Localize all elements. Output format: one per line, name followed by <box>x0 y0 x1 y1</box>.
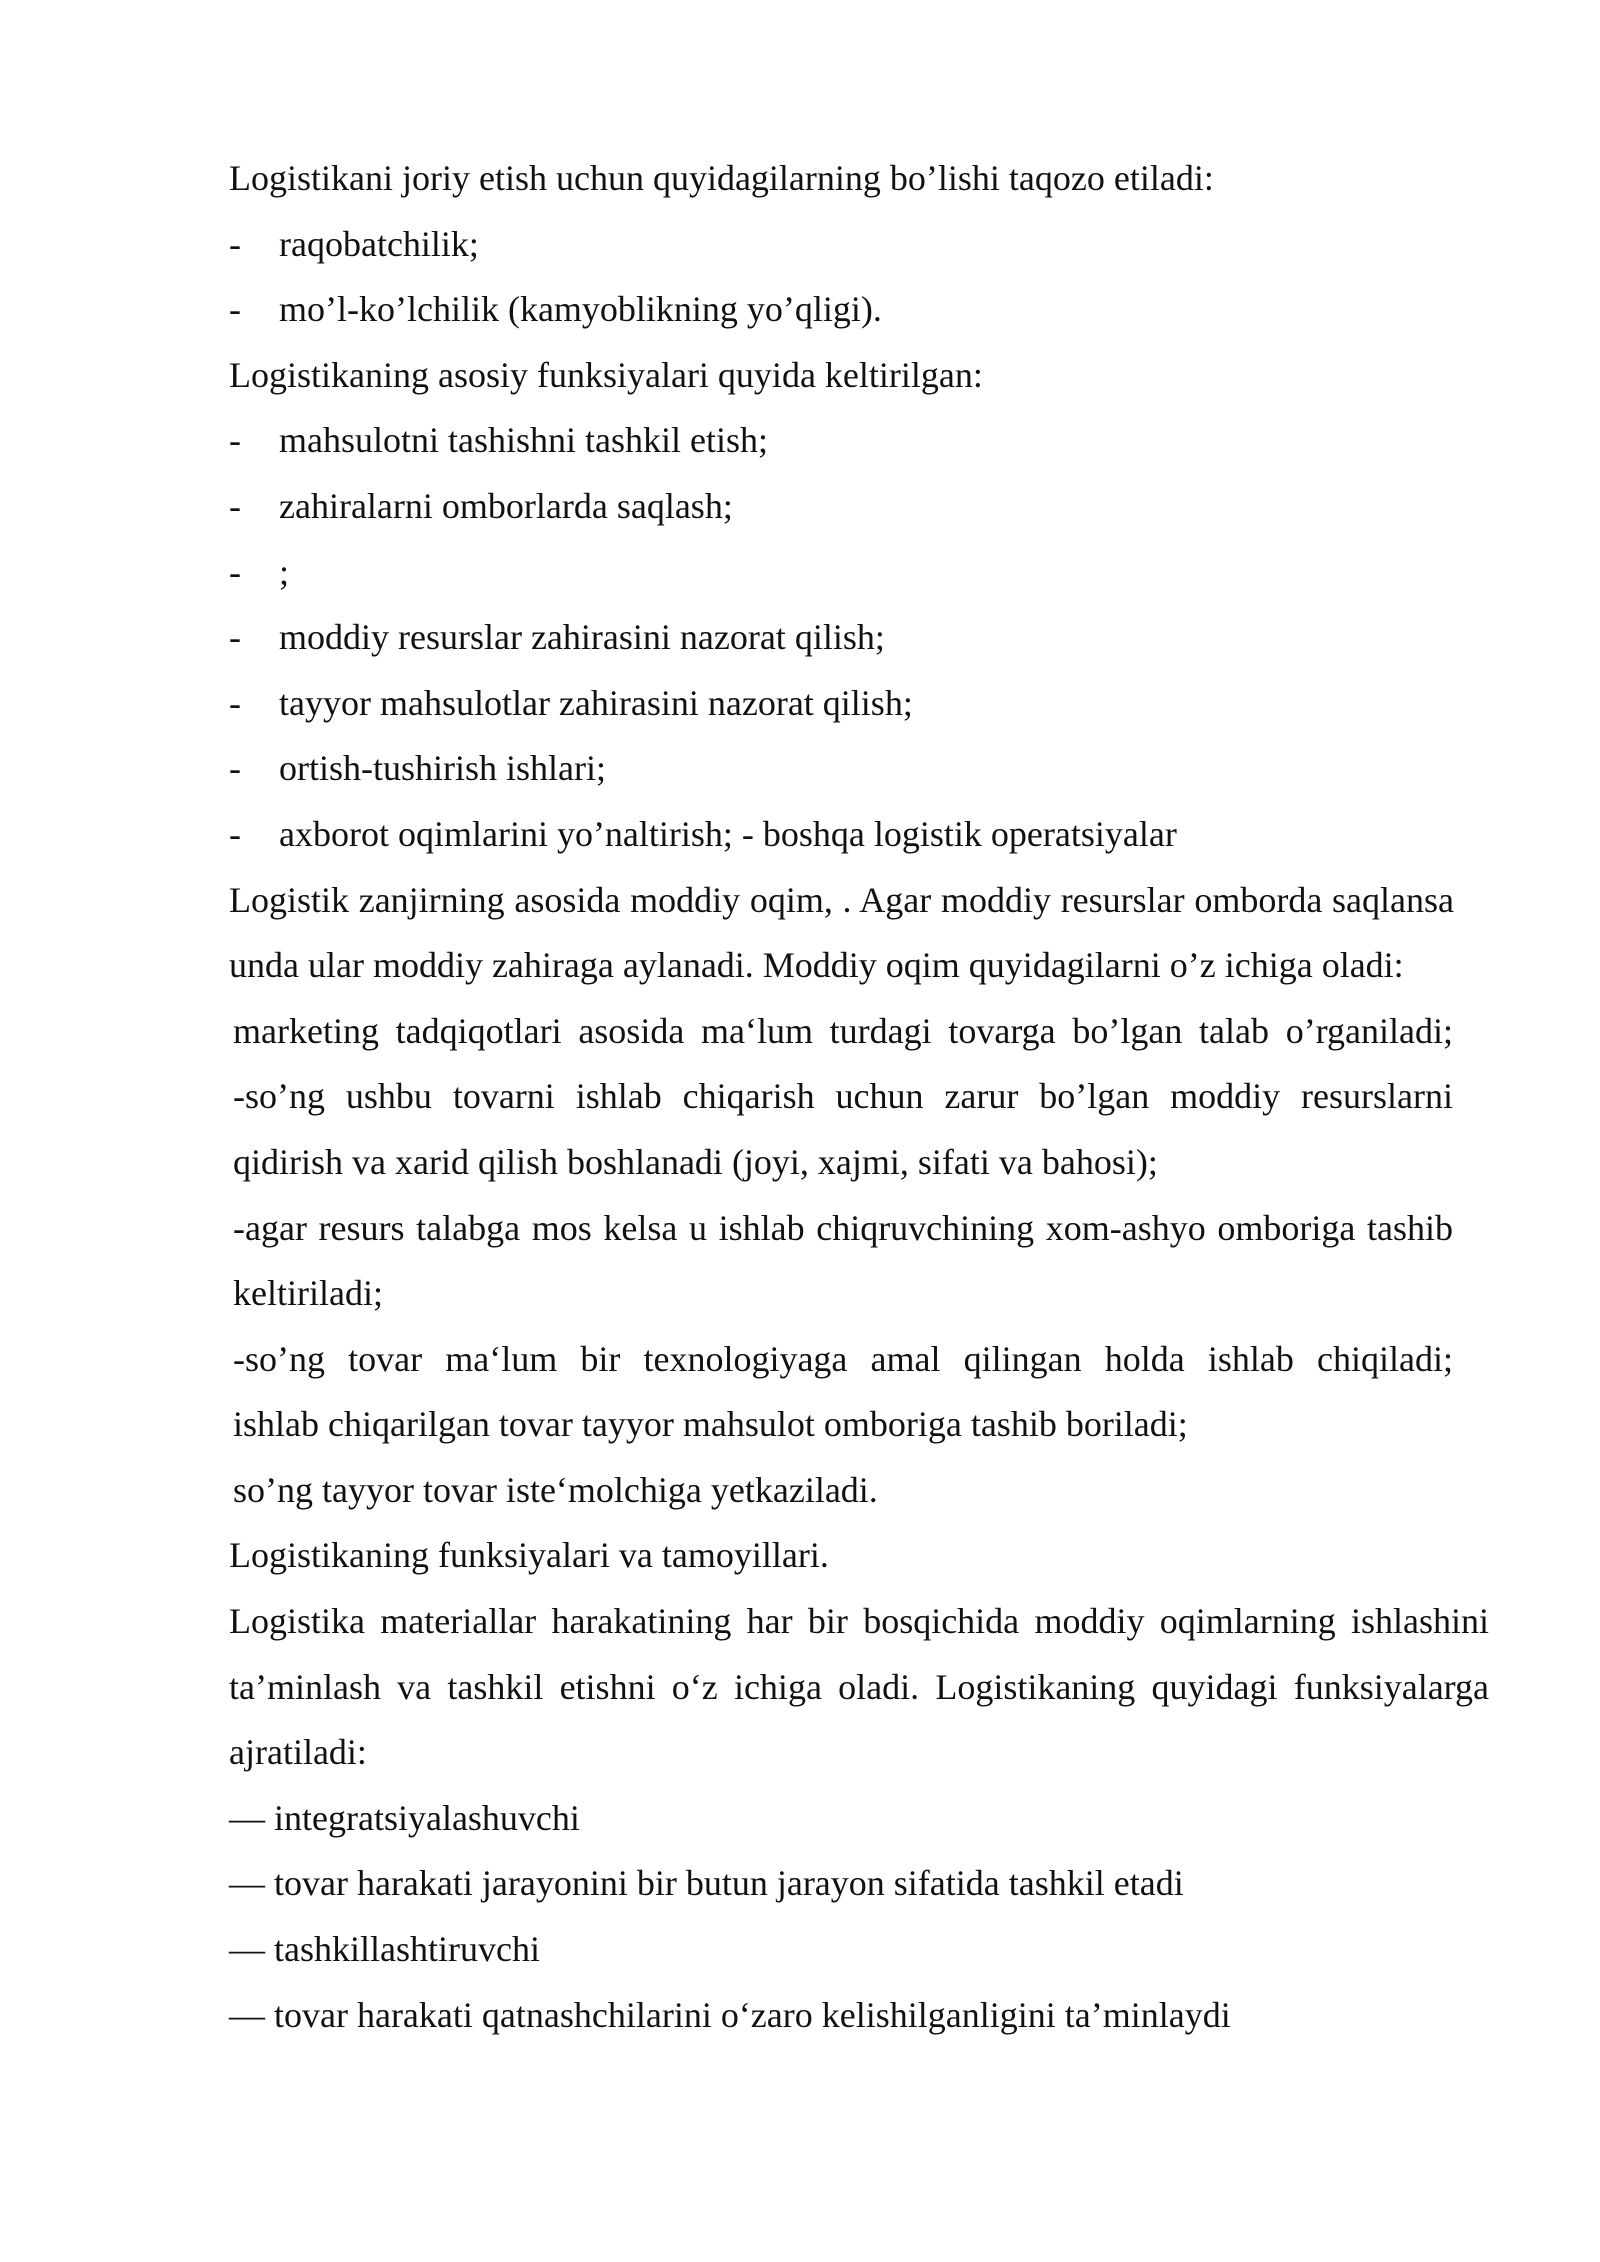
function-type-item: — tovar harakati qatnashchilarini o‘zaro kelishilganligini ta’minlaydi <box>229 1994 1231 2035</box>
list-item <box>229 540 1489 606</box>
list-dash: - <box>229 617 241 658</box>
list-dash: - <box>229 813 241 854</box>
list-item <box>229 671 1489 737</box>
functions-heading: Logistikaning asosiy funksiyalari quyida keltirilgan: <box>229 354 983 395</box>
flow-step: so’ng tayyor tovar iste‘molchiga yetkaziladi. <box>233 1469 878 1510</box>
list-item-text: ortish-tushirish ishlari; <box>279 748 606 789</box>
list-item-text: tayyor mahsulotlar zahirasini nazorat qilish; <box>279 682 913 723</box>
list-item-text: axborot oqimlarini yo’naltirish; - boshqa logistik operatsiyalar <box>279 813 1177 854</box>
list-dash: - <box>229 748 241 789</box>
list-item <box>229 212 1489 278</box>
intro-text: Logistikani joriy etish uchun quyidagilarning bo’lishi taqozo etiladi: <box>229 158 1214 198</box>
list-dash: - <box>229 485 241 526</box>
function-type-item: — integratsiyalashuvchi <box>229 1797 580 1838</box>
list-dash: - <box>229 682 241 723</box>
list-item <box>229 277 1489 343</box>
list-dash: - <box>229 551 241 592</box>
flow-step: -agar resurs talabga mos kelsa u ishlab chiqruvchining xom-ashyo omboriga tashib keltiriladi; <box>233 1207 1453 1314</box>
list-item <box>229 605 1489 671</box>
list-dash: - <box>229 289 241 330</box>
list-item <box>229 802 1489 868</box>
list-item <box>229 474 1489 540</box>
function-type-item: — tashkillashtiruvchi <box>229 1929 540 1970</box>
flow-step: -so’ng ushbu tovarni ishlab chiqarish uchun zarur bo’lgan moddiy resurslarni qidirish va xarid qilish boshlanadi (joyi, xajmi, sifati va bahosi); <box>233 1076 1453 1182</box>
list-item <box>229 408 1489 474</box>
flow-step: marketing tadqiqotlari asosida ma‘lum turdagi tovarga bo’lgan talab o’rganiladi; <box>233 1010 1453 1051</box>
section-title: Logistikaning funksiyalari va tamoyillari. <box>229 1535 829 1576</box>
list-dash: - <box>229 420 241 461</box>
list-item-text: ; <box>279 551 290 592</box>
flow-step: -so’ng tovar ma‘lum bir texnologiyaga amal qilingan holda ishlab chiqiladi; <box>233 1338 1453 1379</box>
list-dash: - <box>229 223 241 264</box>
list-item-text: moddiy resurslar zahirasini nazorat qilish; <box>279 617 885 658</box>
list-item-text: mo’l-ko’lchilik (kamyoblikning yo’qligi). <box>279 289 882 330</box>
flow-steps <box>229 999 1453 1524</box>
document-page <box>229 146 1489 2048</box>
list-item-text: raqobatchilik; <box>279 223 479 264</box>
chain-paragraph: Logistik zanjirning asosida moddiy oqim, . Agar moddiy resurslar omborda saqlansa unda ular moddiy zahiraga aylanadi. Moddiy oqim quyidagilarni o’z ichiga oladi: <box>229 879 1454 986</box>
list-item-text: zahiralarni omborlarda saqlash; <box>279 485 733 526</box>
list-item-text: mahsulotni tashishni tashkil etish; <box>279 420 768 461</box>
function-type-item: — tovar harakati jarayonini bir butun jarayon sifatida tashkil etadi <box>229 1863 1184 1904</box>
list-item <box>229 736 1489 802</box>
flow-step: ishlab chiqarilgan tovar tayyor mahsulot omboriga tashib boriladi; <box>233 1404 1188 1445</box>
section-paragraph: Logistika materiallar harakatining har bir bosqichida moddiy oqimlarning ishlashini ta’minlash va tashkil etishni o‘z ichiga oladi. Logistikaning quyidagi funksiyalarga ajratiladi: <box>229 1601 1489 1773</box>
